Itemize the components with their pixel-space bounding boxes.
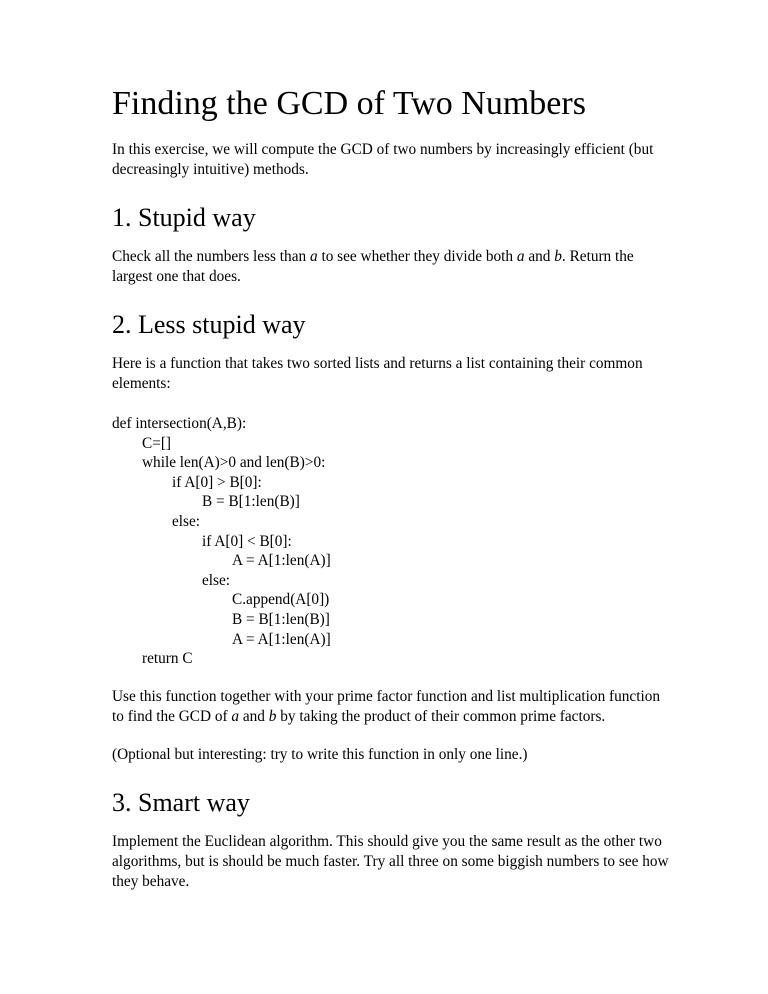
document-page (112, 84, 672, 892)
section-heading-smart-way: 3. Smart way (112, 787, 250, 817)
section-less-stupid-way-text: Here is a function that takes two sorted lists and returns a list containing their common elements: (112, 355, 643, 392)
code-line: else: (172, 512, 201, 530)
section-stupid-way-text: Check all the numbers less than a to see whether they divide both a and b. Return the largest one that does. (112, 248, 634, 285)
code-line: A = A[1:len(A)] (232, 552, 331, 570)
code-line: B = B[1:len(B)] (202, 493, 300, 511)
page-title: Finding the GCD of Two Numbers (112, 85, 586, 122)
code-block-intersection (112, 414, 672, 669)
code-line: if A[0] > B[0]: (172, 473, 262, 491)
code-line: else: (202, 571, 231, 589)
code-line: A = A[1:len(A)] (232, 630, 331, 648)
section-heading-less-stupid-way: 2. Less stupid way (112, 310, 306, 339)
section-smart-way-text: Implement the Euclidean algorithm. This should give you the same result as the other two algorithms, but is should be much faster. Try all three on some biggish numbers to see how they behave. (112, 832, 669, 890)
section-less-stupid-way-after-code: Use this function together with your prime factor function and list multiplication function to find the GCD of a and b by taking the product of their common prime factors. (112, 687, 661, 725)
code-line: C.append(A[0]) (232, 591, 330, 609)
code-line: B = B[1:len(B)] (232, 610, 330, 628)
code-line: while len(A)>0 and len(B)>0: (142, 454, 326, 472)
intro-paragraph: In this exercise, we will compute the GCD of two numbers by increasingly efficient (but decreasingly intuitive) methods. (112, 141, 654, 178)
section-less-stupid-way-optional: (Optional but interesting: try to write this function in only one line.) (112, 745, 528, 763)
code-line: if A[0] < B[0]: (202, 532, 292, 550)
code-line: def intersection(A,B): (112, 415, 247, 432)
code-line: return C (142, 650, 193, 668)
code-line: C=[] (142, 434, 172, 452)
section-heading-stupid-way: 1. Stupid way (112, 203, 256, 232)
